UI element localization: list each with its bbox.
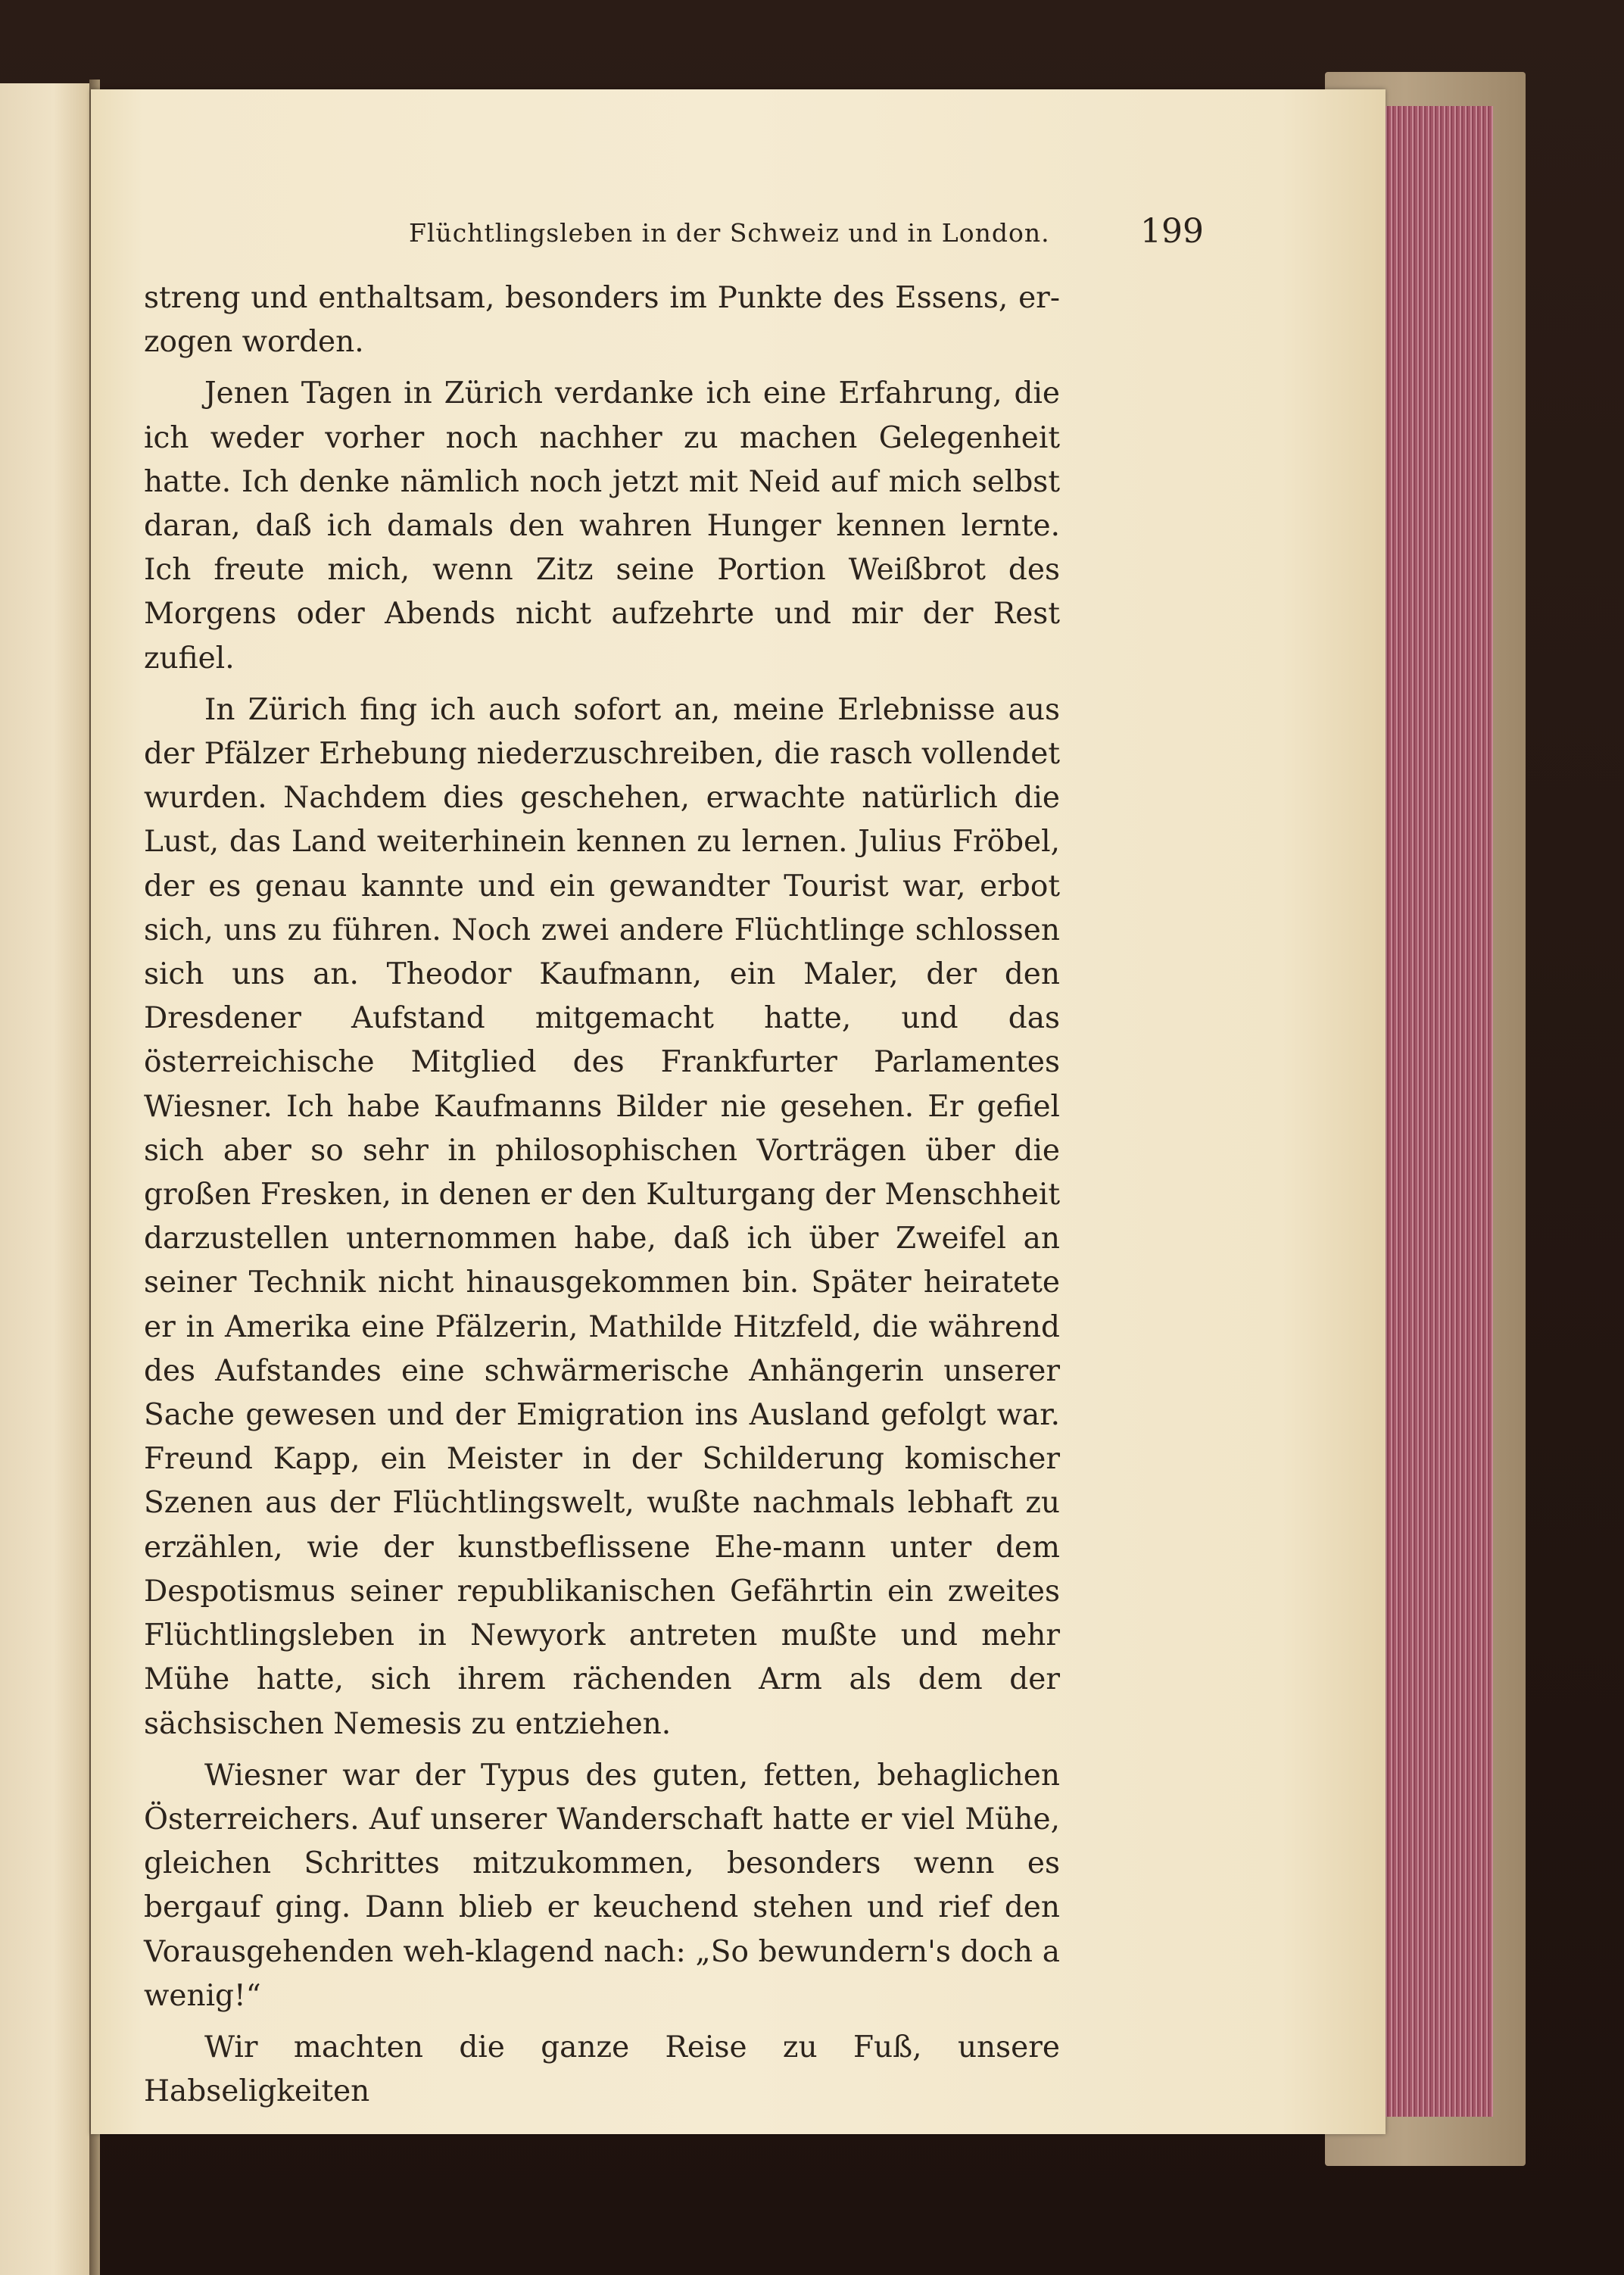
running-title: Flüchtlingsleben in der Schweiz und in London. xyxy=(409,218,1050,248)
body-text xyxy=(144,276,1060,2114)
paragraph-2: Jenen Tagen in Zürich verdanke ich eine Erfahrung, die ich weder vorher noch nachher zu machen Gelegenheit hatte. Ich denke nämlich noch jetzt mit Neid auf mich selbst daran, daß ich damals den wahren Hunger kennen lernte. Ich freute mich, wenn Zitz seine Portion Weißbrot des Morgens oder Abends nicht aufzehrte und mir der Rest zufiel. xyxy=(144,376,1060,676)
left-facing-page xyxy=(0,83,92,2275)
running-head xyxy=(318,212,1204,257)
paragraph-1: streng und enthaltsam, besonders im Punkte des Essens, er-zogen worden. xyxy=(144,281,1060,360)
page-edges xyxy=(1382,106,1493,2117)
page-number: 199 xyxy=(1140,212,1204,251)
paragraph-5: Wir machten die ganze Reise zu Fuß, unsere Habseligkeiten xyxy=(144,2030,1060,2109)
paragraph-3: In Zürich fing ich auch sofort an, meine Erlebnisse aus der Pfälzer Erhebung niederzuschreiben, die rasch vollendet wurden. Nachdem dies geschehen, erwachte natürlich die Lust, das Land weiterhinein kennen zu lernen. Julius Fröbel, der es genau kannte und ein gewandter Tourist war, erbot sich, uns zu führen. Noch zwei andere Flüchtlinge schlossen sich uns an. Theodor Kaufmann, ein Maler, der den Dresdener Aufstand mitgemacht hatte, und das österreichische Mitglied des Frankfurter Parlamentes Wiesner. Ich habe Kaufmanns Bilder nie gesehen. Er gefiel sich aber so sehr in philosophischen Vorträgen über die großen Fresken, in denen er den Kulturgang der Menschheit darzustellen unternommen habe, daß ich über Zweifel an seiner Technik nicht hinausgekommen bin. Später heiratete er in Amerika eine Pfälzerin, Mathilde Hitzfeld, die während des Aufstandes eine schwärmerische Anhängerin unserer Sache gewesen und der Emigration ins Ausland gefolgt war. Freund Kapp, ein Meister in der Schilderung komischer Szenen aus der Flüchtlingswelt, wußte nachmals lebhaft zu erzählen, wie der kunstbeflissene Ehe-mann unter dem Despotismus seiner republikanischen Gefährtin ein zweites Flüchtlingsleben in Newyork antreten mußte und mehr Mühe hatte, sich ihrem rächenden Arm als dem der sächsischen Nemesis zu entziehen. xyxy=(144,692,1060,1741)
paragraph-4: Wiesner war der Typus des guten, fetten, behaglichen Österreichers. Auf unserer Wanderschaft hatte er viel Mühe, gleichen Schrittes mitzukommen, besonders wenn es bergauf ging. Dann blieb er keuchend stehen und rief den Vorausgehenden weh-klagend nach: „So bewundern's doch a wenig!“ xyxy=(144,1758,1060,2013)
